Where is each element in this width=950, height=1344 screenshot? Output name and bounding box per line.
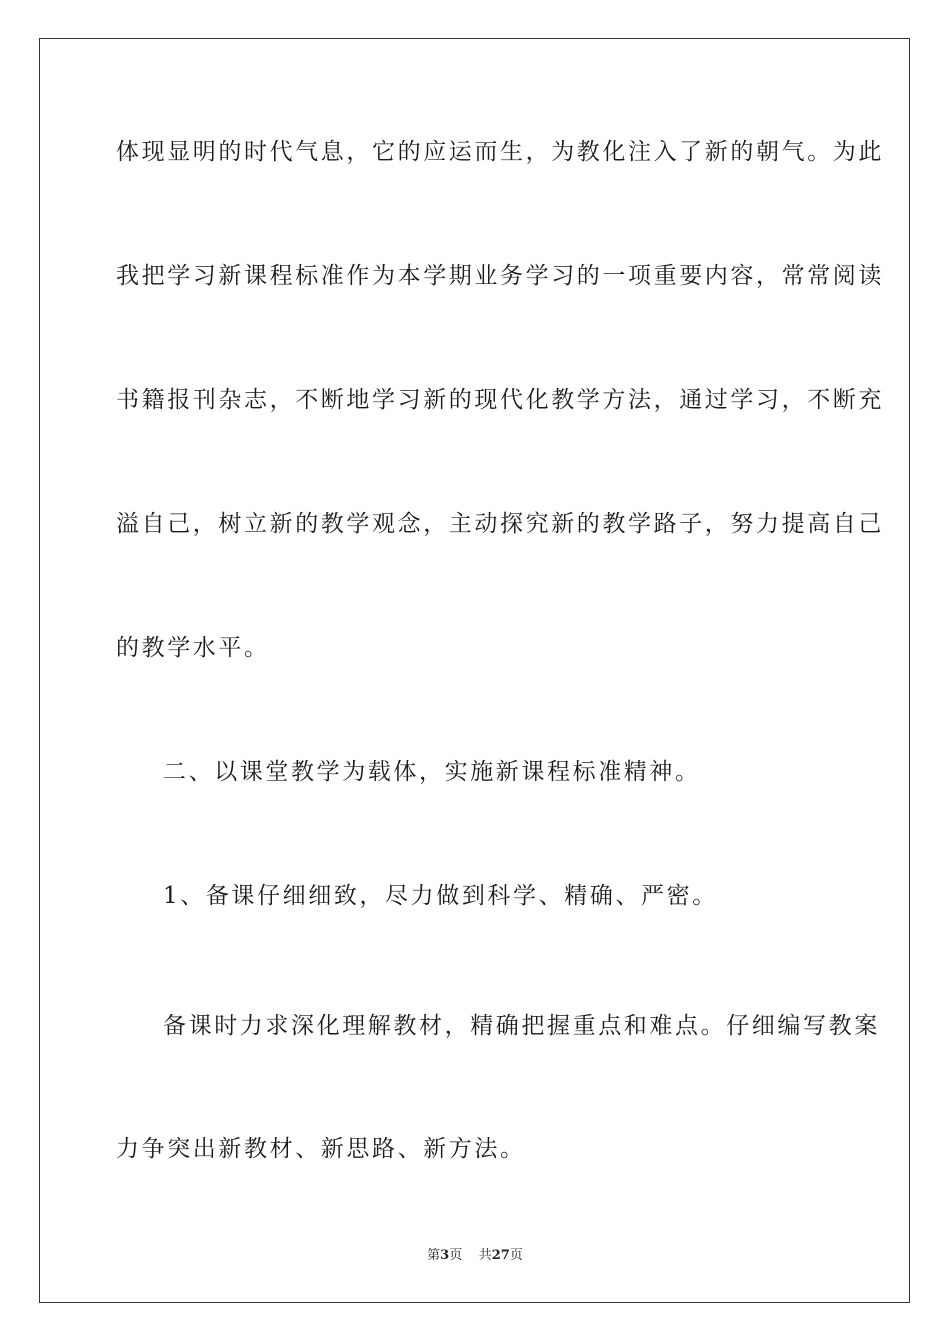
footer-total-suffix: 页 <box>509 1248 523 1263</box>
body-line-9: 力争突出新教材、新思路、新方法。 <box>116 1136 526 1162</box>
footer-page-number: 3 <box>440 1248 450 1263</box>
body-line-4: 溢自己，树立新的教学观念，主动探究新的教学路子，努力提高自己 <box>116 511 884 537</box>
body-line-5: 的教学水平。 <box>116 635 270 661</box>
body-line-2: 我把学习新课程标准作为本学期业务学习的一项重要内容，常常阅读 <box>116 263 884 289</box>
page-footer <box>0 1247 950 1265</box>
footer-total-pages: 27 <box>491 1248 510 1263</box>
footer-total-prefix: 共 <box>478 1248 492 1263</box>
footer-page-prefix: 第 <box>427 1248 441 1263</box>
subsection-heading: 1、备课仔细细致，尽力做到科学、精确、严密。 <box>163 883 718 909</box>
body-line-8: 备课时力求深化理解教材，精确把握重点和难点。仔细编写教案 <box>163 1013 880 1039</box>
body-line-1: 体现显明的时代气息，它的应运而生，为教化注入了新的朝气。为此 <box>116 139 884 165</box>
body-line-3: 书籍报刊杂志，不断地学习新的现代化教学方法，通过学习，不断充 <box>116 387 884 413</box>
section-heading: 二、以课堂教学为载体，实施新课程标准精神。 <box>163 759 701 785</box>
footer-page-suffix: 页 <box>449 1248 463 1263</box>
page-border <box>39 38 910 1303</box>
